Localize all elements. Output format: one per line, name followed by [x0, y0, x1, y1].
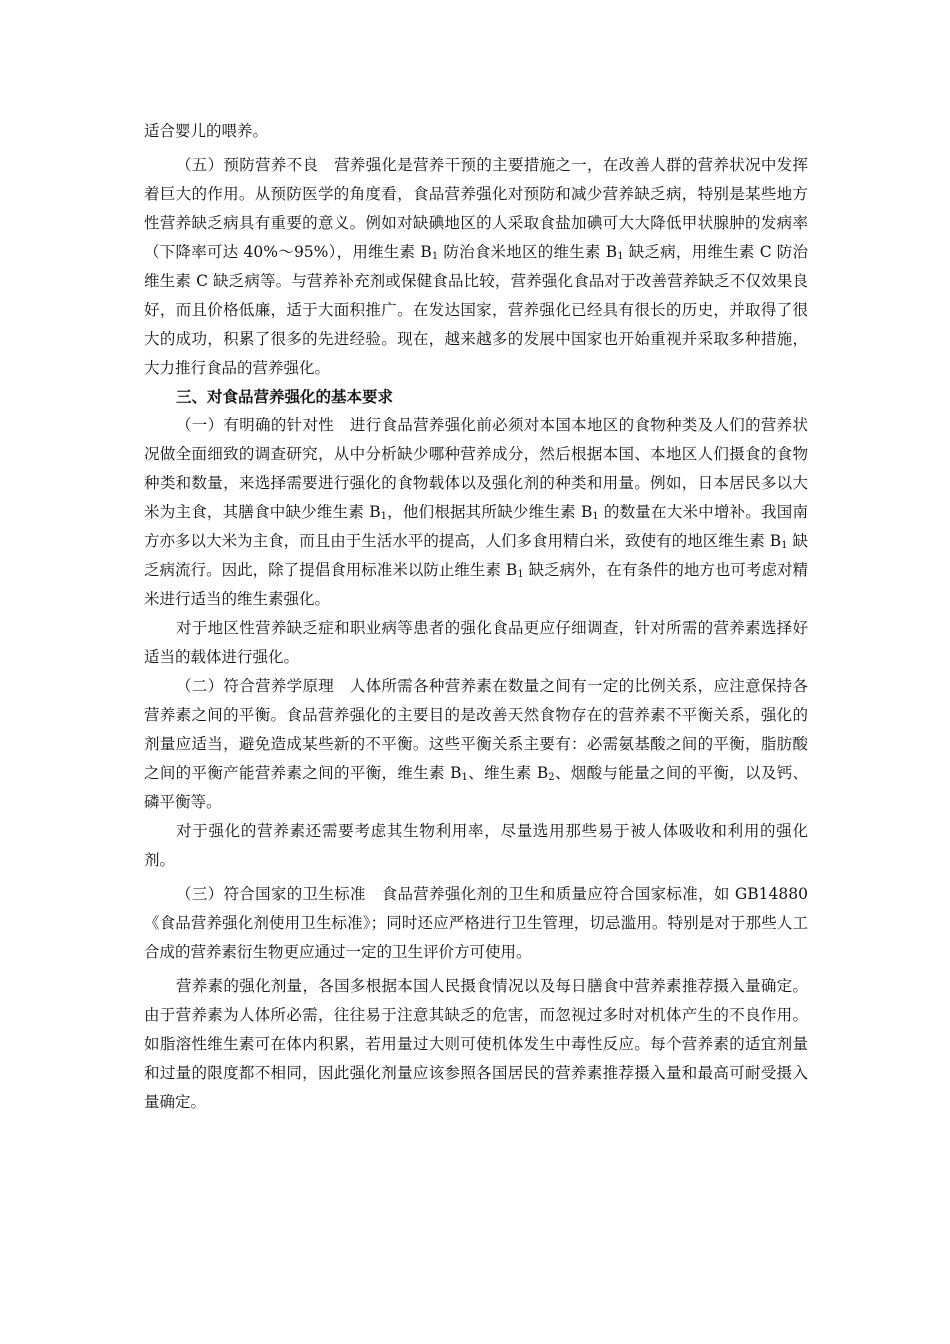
paragraph-hygiene-standard: （三）符合国家的卫生标准 食品营养强化剂的卫生和质量应符合国家标准，如 GB14880《食品营养强化剂使用卫生标准》；同时还应严格进行卫生管理，切忌滥用。特别是对于那些人工合成的营养素衍生物更应通过一定的卫生评价方可使用。 [144, 885, 808, 961]
text-run: 缺乏病流行。因此，除了提倡食用标准米以防止维生素 B [144, 532, 808, 579]
text-run: 防治食米地区的维生素 B [438, 243, 618, 261]
text-run: 、维生素 B [467, 764, 549, 782]
subscript: 1 [461, 772, 468, 783]
subscript: 1 [431, 251, 439, 262]
subscript: 1 [380, 511, 387, 522]
subscript: 1 [781, 540, 788, 551]
paragraph-nutrition-principle [144, 672, 808, 817]
text-run: 的数量在大米中增补。我国南方亦多以大米为主食，而且由于生活水平的提高，人们多食用精白米，致使有的地区维生素 B [144, 503, 808, 550]
subscript: 1 [617, 251, 624, 262]
subscript: 1 [517, 569, 524, 580]
subscript: 2 [548, 772, 555, 783]
text-run: 、烟酸与能量之间的平衡，以及钙、磷平衡等。 [144, 764, 808, 811]
text-run: 缺乏病外，在有条件的地方也可考虑对精米进行适当的维生素强化。 [144, 561, 808, 608]
text-run: （二）符合营养学原理 人体所需各种营养素在数量之间有一定的比例关系，应注意保持各营养素之间的平衡。食品营养强化的主要目的是改善天然食物存在的营养素不平衡关系，强化的剂量应适当，避免造成某些新的不平衡。这些平衡关系主要有：必需氨基酸之间的平衡，脂肪酸之间的平衡产能营养素之间的平衡，维生素 B [144, 677, 808, 782]
text-run: （五）预防营养不良 营养强化是营养干预的主要措施之一，在改善人群的营养状况中发挥着巨大的作用。从预防医学的角度看，食品营养强化对预防和减少营养缺乏病，特别是某些地方性营养缺乏病具有重要的意义。例如对缺碘地区的人采取食盐加碘可大大降低甲状腺肿的发病率（下降率可达 40%～95%），用维生素 B [144, 156, 808, 261]
text-run: ，他们根据其所缺少维生素 B [386, 503, 593, 521]
text-run: （一）有明确的针对性 进行食品营养强化前必须对本国本地区的食物种类及人们的营养状况做全面细致的调查研究，从中分析缺少哪种营养成分，然后根据本国、本地区人们摄食的食物种类和数量，来选择需要进行强化的食物载体以及强化剂的种类和用量。例如，日本居民多以大米为主食，其膳食中缺少维生素 B [144, 416, 808, 521]
document-body [144, 117, 808, 1117]
subscript: 1 [592, 511, 599, 522]
paragraph-prevent-malnutrition [144, 151, 808, 383]
paragraph-targeted [144, 411, 808, 614]
paragraph-continuation: 适合婴儿的喂养。 [144, 122, 269, 140]
paragraph-bioavailability: 对于强化的营养素还需要考虑其生物利用率，尽量选用那些易于被人体吸收和利用的强化剂。 [144, 822, 808, 869]
section-heading: 三、对食品营养强化的基本要求 [176, 388, 394, 406]
text-run: 缺乏病，用维生素 C 防治维生素 C 缺乏病等。与营养补充剂或保健食品比较，营养强化食品对于改善营养缺乏不仅效果良好，而且价格低廉，适于大面积推广。在发达国家，营养强化已经具有很长的历史，并取得了很大的成功，积累了很多的先进经验。现在，越来越多的发展中国家也开始重视并采取多种措施，大力推行食品的营养强化。 [144, 243, 808, 377]
paragraph-dosage: 营养素的强化剂量，各国多根据本国人民摄食情况以及每日膳食中营养素推荐摄入量确定。由于营养素为人体所必需，往往易于注意其缺乏的危害，而忽视过多时对机体产生的不良作用。如脂溶性维生素可在体内积累，若用量过大则可使机体发生中毒性反应。每个营养素的适宜剂量和过量的限度都不相同，因此强化剂量应该参照各国居民的营养素推荐摄入量和最高可耐受摄入量确定。 [144, 977, 808, 1111]
paragraph-regional: 对于地区性营养缺乏症和职业病等患者的强化食品更应仔细调查，针对所需的营养素选择好适当的载体进行强化。 [144, 619, 808, 666]
